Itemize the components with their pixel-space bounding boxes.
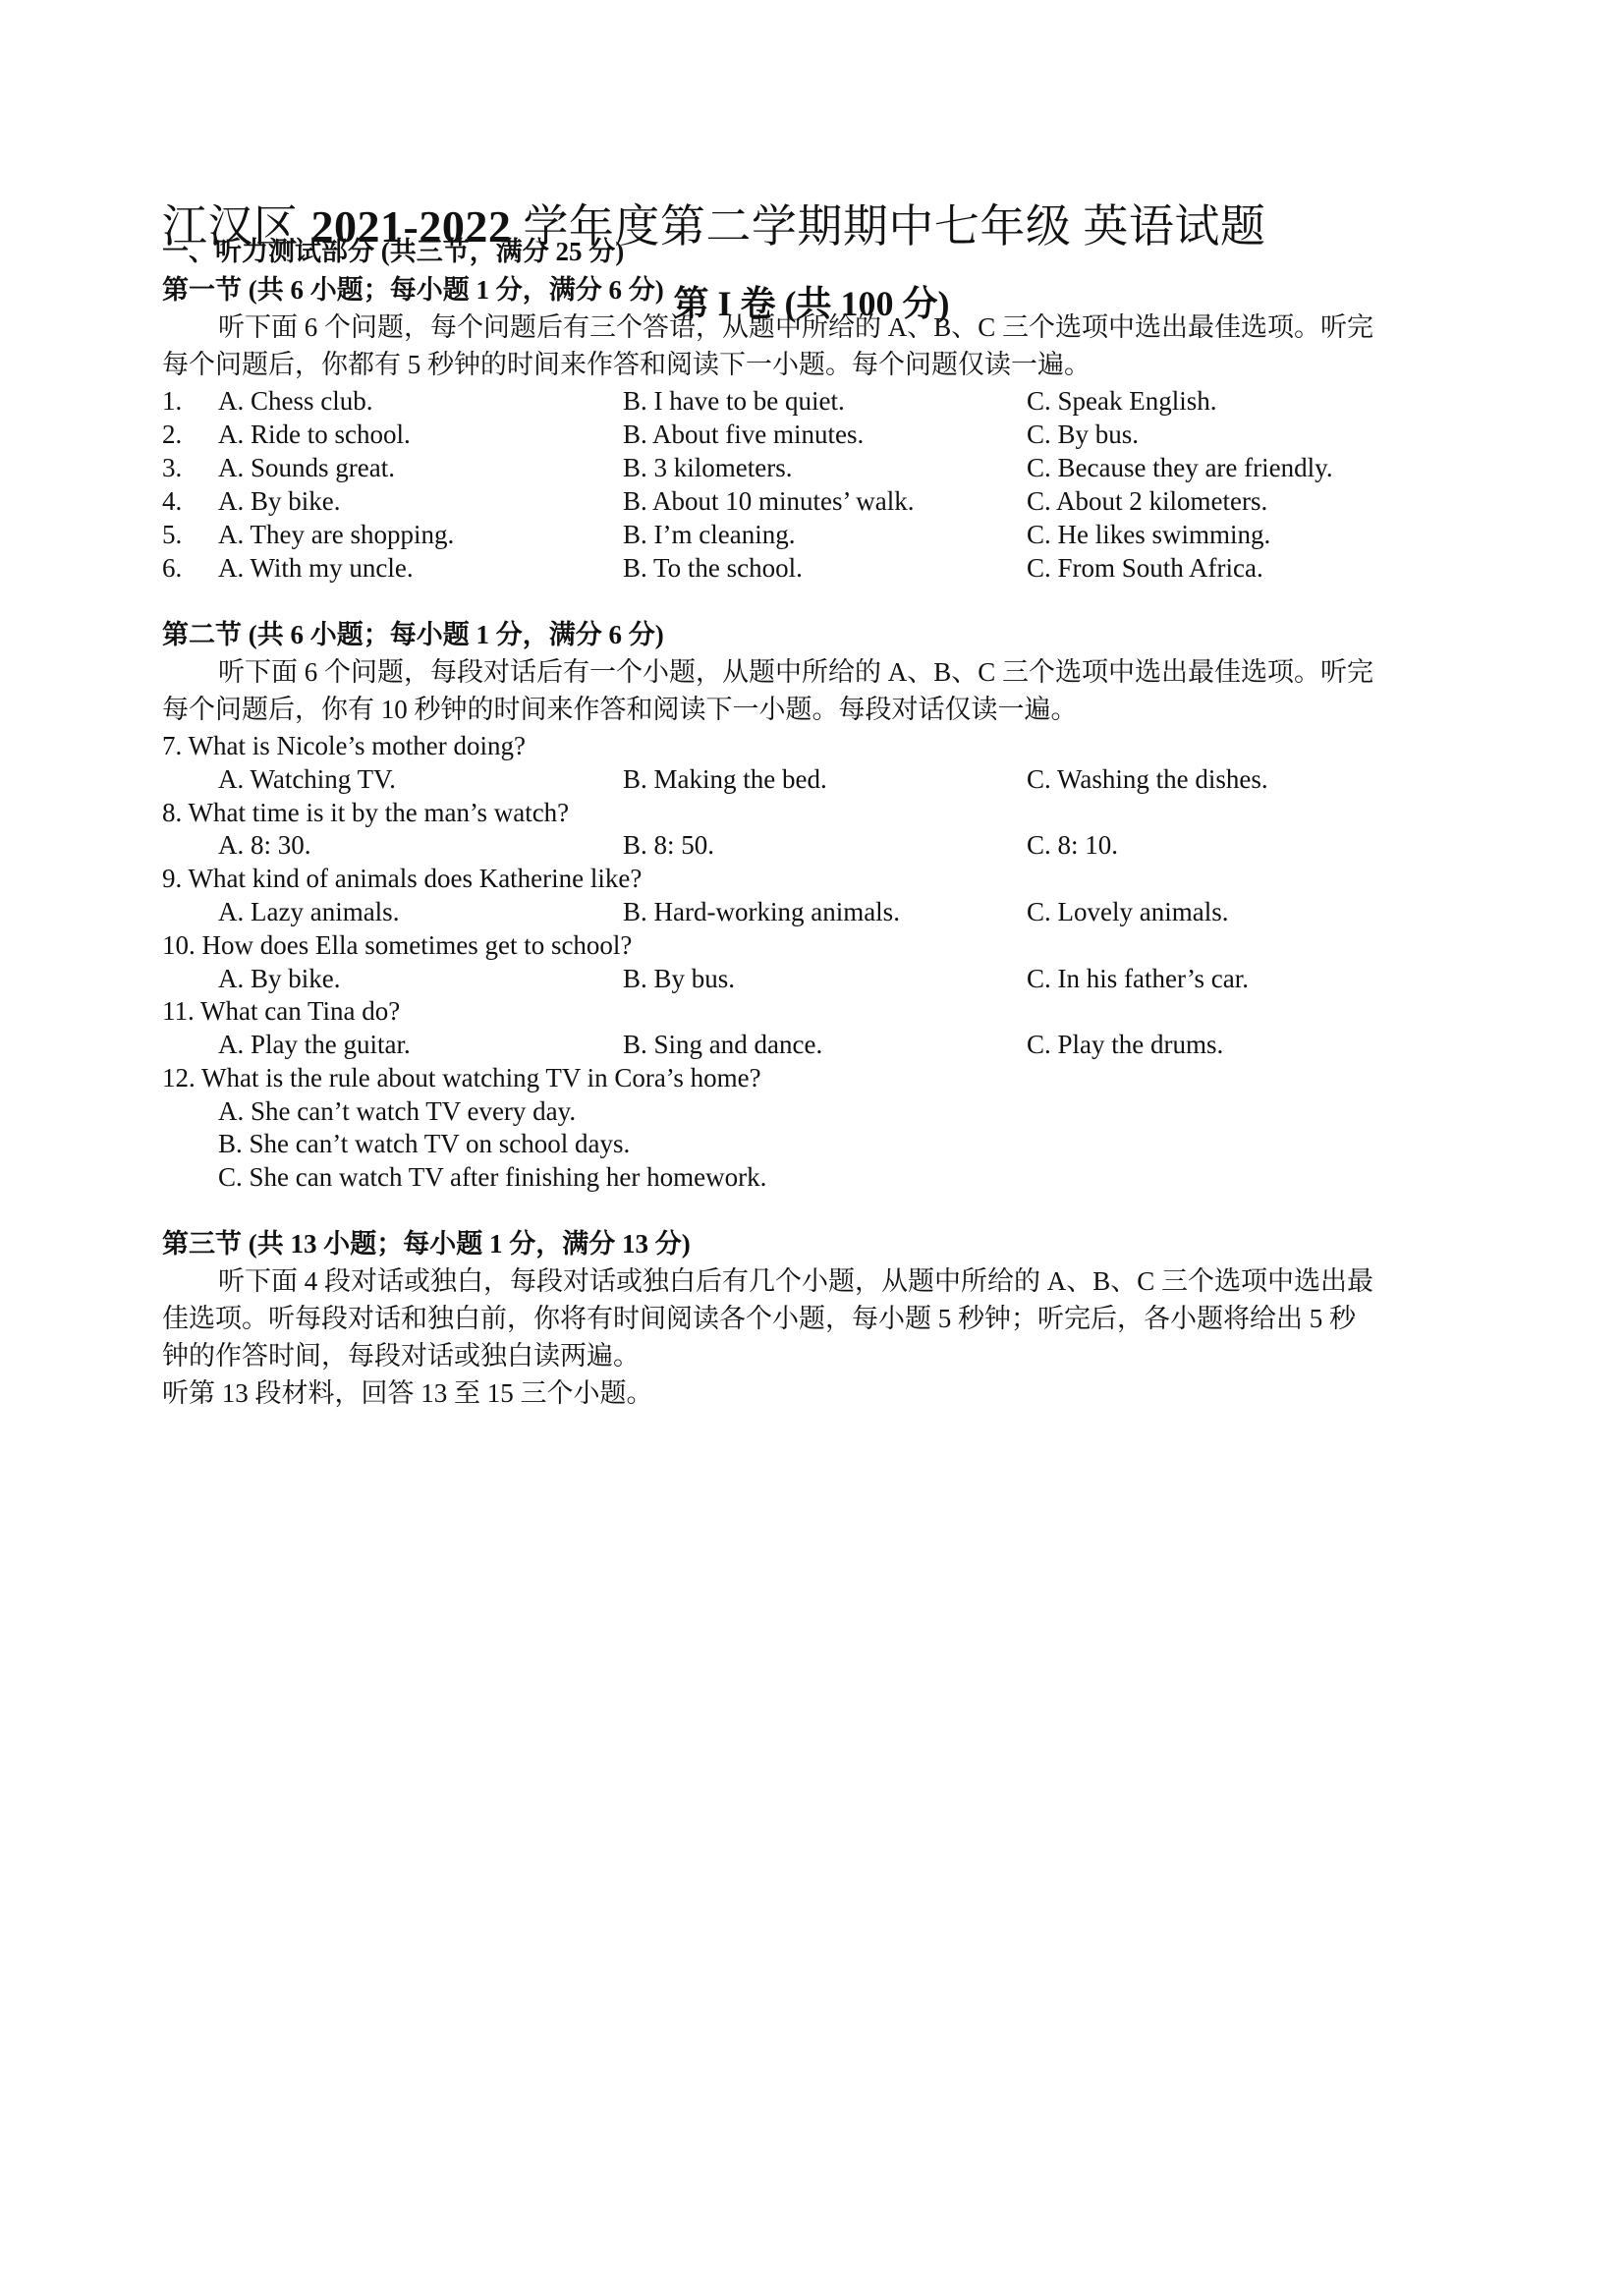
- listening-part-heading: 一、听力测试部分 (共三节，满分 25 分): [162, 237, 625, 266]
- question-text: 12. What is the rule about watching TV in Cora’s home?: [162, 1063, 761, 1092]
- option-a: A. Lazy animals.: [218, 897, 400, 926]
- volume-subtitle: 第 I 卷 (共 100 分): [673, 284, 950, 323]
- question-text: 9. What kind of animals does Katherine like?: [162, 864, 643, 893]
- section2-instruction: 每个问题后，你有 10 秒钟的时间来作答和阅读下一小题。每段对话仅读一遍。: [162, 695, 1078, 724]
- question-number: 3.: [162, 453, 183, 482]
- option-a: A. They are shopping.: [218, 520, 455, 549]
- option-b: B. By bus.: [623, 964, 736, 993]
- option-c: C. Play the drums.: [1027, 1030, 1224, 1059]
- option-a: A. With my uncle.: [218, 553, 414, 583]
- option-b: B. About 10 minutes’ walk.: [623, 486, 915, 516]
- option-a: A. Watching TV.: [218, 764, 396, 794]
- option-b: B. 8: 50.: [623, 830, 715, 860]
- option-b: B. Making the bed.: [623, 764, 827, 794]
- question-text: 10. How does Ella sometimes get to school?: [162, 930, 633, 960]
- section1-heading: 第一节 (共 6 小题；每小题 1 分，满分 6 分): [162, 275, 664, 305]
- section3-heading: 第三节 (共 13 小题；每小题 1 分，满分 13 分): [162, 1229, 691, 1259]
- option-c: C. About 2 kilometers.: [1027, 486, 1268, 516]
- option-c: C. 8: 10.: [1027, 830, 1119, 860]
- question-number: 5.: [162, 520, 183, 549]
- option-a: A. Chess club.: [218, 386, 373, 416]
- option-a: A. Play the guitar.: [218, 1030, 411, 1059]
- option-a: A. By bike.: [218, 964, 341, 993]
- option-a: A. 8: 30.: [218, 830, 311, 860]
- option-c: C. Lovely animals.: [1027, 897, 1229, 926]
- option-c: C. She can watch TV after finishing her homework.: [218, 1162, 767, 1192]
- question-text: 11. What can Tina do?: [162, 996, 401, 1026]
- option-a: A. Ride to school.: [218, 420, 411, 449]
- question-text: 7. What is Nicole’s mother doing?: [162, 731, 526, 760]
- question-text: 8. What time is it by the man’s watch?: [162, 798, 570, 827]
- section3-instruction: 佳选项。听每段对话和独白前，你将有时间阅读各个小题，每小题 5 秒钟；听完后，各小题将给出 5 秒: [162, 1304, 1356, 1333]
- option-a: A. She can’t watch TV every day.: [218, 1096, 577, 1126]
- option-c: C. In his father’s car.: [1027, 964, 1249, 993]
- section2-instruction: 听下面 6 个问题，每段对话后有一个小题，从题中所给的 A、B、C 三个选项中选出最佳选项。听完: [218, 657, 1374, 687]
- option-c: C. From South Africa.: [1027, 553, 1263, 583]
- option-c: C. Because they are friendly.: [1027, 453, 1333, 482]
- option-b: B. To the school.: [623, 553, 803, 583]
- section3-instruction: 钟的作答时间，每段对话或独白读两遍。: [162, 1341, 640, 1371]
- title-rest: 学年度第二学期期中七年级 英语试题: [511, 201, 1266, 252]
- section2-heading: 第二节 (共 6 小题；每小题 1 分，满分 6 分): [162, 620, 664, 649]
- option-c: C. By bus.: [1027, 420, 1140, 449]
- section3-instruction: 听下面 4 段对话或独白，每段对话或独白后有几个小题，从题中所给的 A、B、C 三个选项中选出最: [218, 1266, 1374, 1296]
- option-c: C. Speak English.: [1027, 386, 1217, 416]
- option-b: B. I have to be quiet.: [623, 386, 845, 416]
- section1-instruction: 听下面 6 个问题，每个问题后有三个答语，从题中所给的 A、B、C 三个选项中选出最佳选项。听完: [218, 312, 1374, 342]
- question-number: 1.: [162, 386, 183, 416]
- option-b: B. About five minutes.: [623, 420, 865, 449]
- option-a: A. By bike.: [218, 486, 341, 516]
- title-years: 2021-2022: [310, 201, 512, 252]
- option-b: B. I’m cleaning.: [623, 520, 796, 549]
- option-c: C. He likes swimming.: [1027, 520, 1271, 549]
- option-c: C. Washing the dishes.: [1027, 764, 1268, 794]
- title-district: 江汉区: [162, 201, 311, 252]
- option-b: B. She can’t watch TV on school days.: [218, 1129, 631, 1158]
- section1-instruction: 每个问题后，你都有 5 秒钟的时间来作答和阅读下一小题。每个问题仅读一遍。: [162, 350, 1091, 379]
- material-note: 听第 13 段材料，回答 13 至 15 三个小题。: [162, 1378, 653, 1408]
- question-number: 2.: [162, 420, 183, 449]
- question-number: 6.: [162, 553, 183, 583]
- option-b: B. Sing and dance.: [623, 1030, 823, 1059]
- option-b: B. 3 kilometers.: [623, 453, 793, 482]
- option-a: A. Sounds great.: [218, 453, 395, 482]
- question-number: 4.: [162, 486, 183, 516]
- option-b: B. Hard-working animals.: [623, 897, 900, 926]
